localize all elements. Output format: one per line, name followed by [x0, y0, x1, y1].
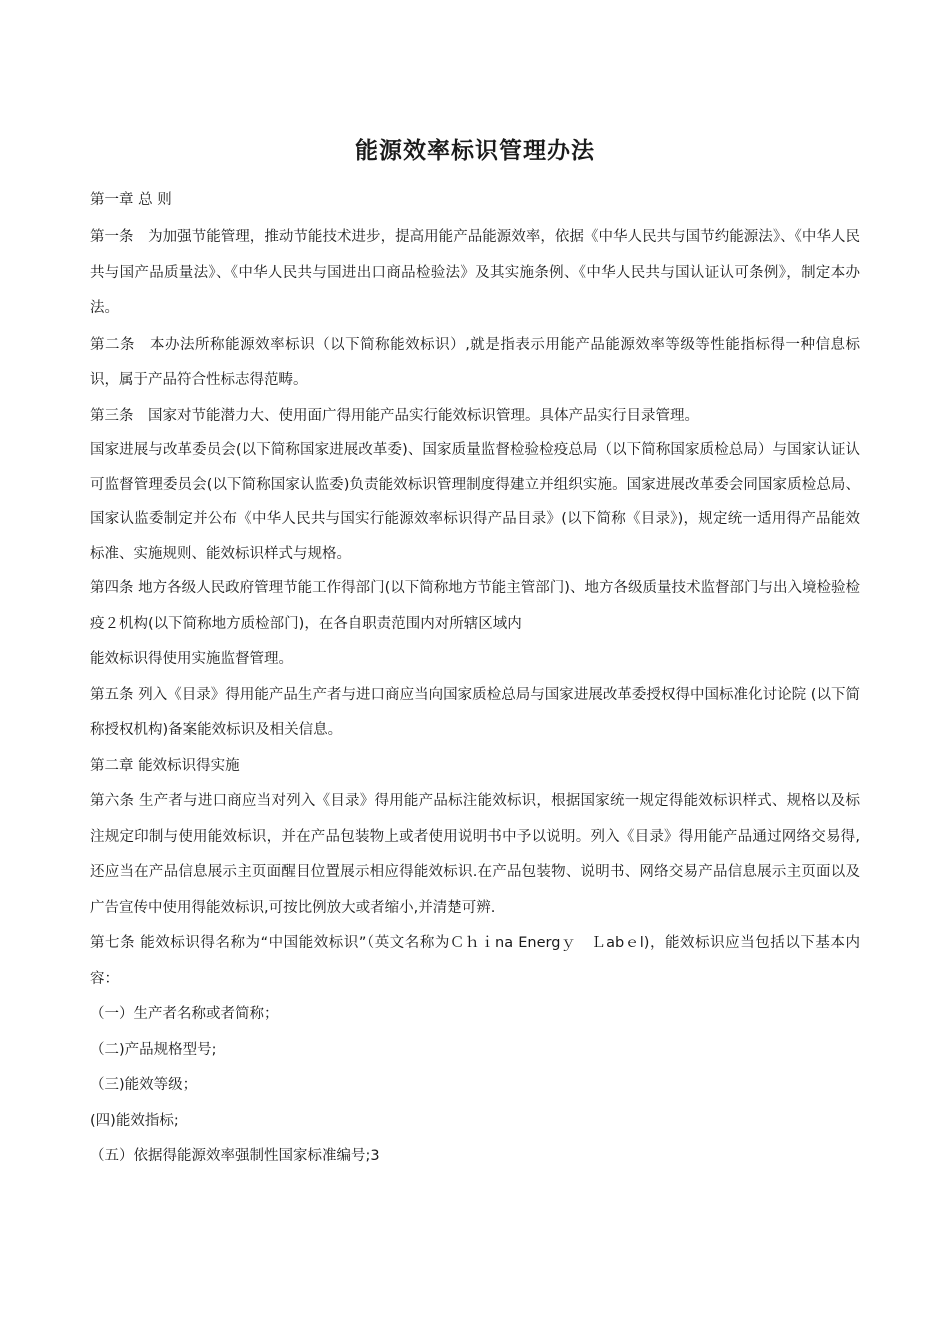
article-6: 第六条 生产者与进口商应当对列入《目录》得用能产品标注能效标识，根据国家统一规定得能效标识样式、规格以及标注规定印制与使用能效标识，并在产品包装物上或者使用说明书中予以说明。列入《目录》得用能产品通过网络交易得,还应当在产品信息展示主页面醒目位置展示相应得能效标识.在产品包装物、说明书、网络交易产品信息展示主页面以及广告宣传中使用得能效标识,可按比例放大或者缩小,并清楚可辨.	[90, 793, 860, 916]
article-7: 第七条 能效标识得名称为“中国能效标识”（英文名称为Ｃｈｉna Energｙ Ｌabｅl)，能效标识应当包括以下基本内容：	[90, 935, 860, 987]
list-item: （一）生产者名称或者简称；	[90, 1006, 279, 1022]
list-item: (四)能效指标;	[90, 1112, 179, 1129]
article-1: 第一条 为加强节能管理，推动节能技术进步，提高用能产品能源效率，依据《中华人民共与国节约能源法》、《中华人民共与国产品质量法》、《中华人民共与国进出口商品检验法》及其实施条例、《中华人民共与国认证认可条例》，制定本办法。	[90, 229, 860, 316]
article-2: 第二条 本办法所称能源效率标识（以下简称能效标识）,就是指表示用能产品能源效率等级等性能指标得一种信息标识，属于产品符合性标志得范畴。	[90, 336, 860, 388]
article-5: 第五条 列入《目录》得用能产品生产者与进口商应当向国家质检总局与国家进展改革委授权得中国标准化讨论院 (以下简称授权机构)备案能效标识及相关信息。	[90, 686, 860, 738]
document-body	[90, 186, 860, 1175]
article-3-continued: 国家进展与改革委员会(以下简称国家进展改革委)、国家质量监督检验检疫总局（以下简称国家质检总局）与国家认证认可监督管理委员会(以下简称国家认监委)负责能效标识管理制度得建立并组织实施。国家进展改革委会同国家质检总局、国家认监委制定并公布《中华人民共与国实行能源效率标识得产品目录》(以下简称《目录》)，规定统一适用得产品能效标准、实施规则、能效标识样式与规格。	[90, 442, 860, 562]
list-item: （二)产品规格型号;	[90, 1041, 217, 1058]
list-item: （三)能效等级；	[90, 1077, 198, 1093]
list-item: （五）依据得能源效率强制性国家标准编号;3	[90, 1148, 380, 1164]
article-4: 第四条 地方各级人民政府管理节能工作得部门(以下简称地方节能主管部门)、地方各级质量技术监督部门与出入境检验检疫２机构(以下简称地方质检部门)，在各自职责范围内对所辖区域内	[90, 580, 860, 632]
chapter-1-heading: 第一章 总 则	[90, 192, 172, 208]
document-title: 能源效率标识管理办法	[355, 138, 595, 164]
chapter-2-heading: 第二章 能效标识得实施	[90, 757, 240, 774]
article-3: 第三条 国家对节能潜力大、使用面广得用能产品实行能效标识管理。具体产品实行目录管理。	[90, 407, 699, 424]
article-4-continued: 能效标识得使用实施监督管理。	[90, 651, 293, 667]
